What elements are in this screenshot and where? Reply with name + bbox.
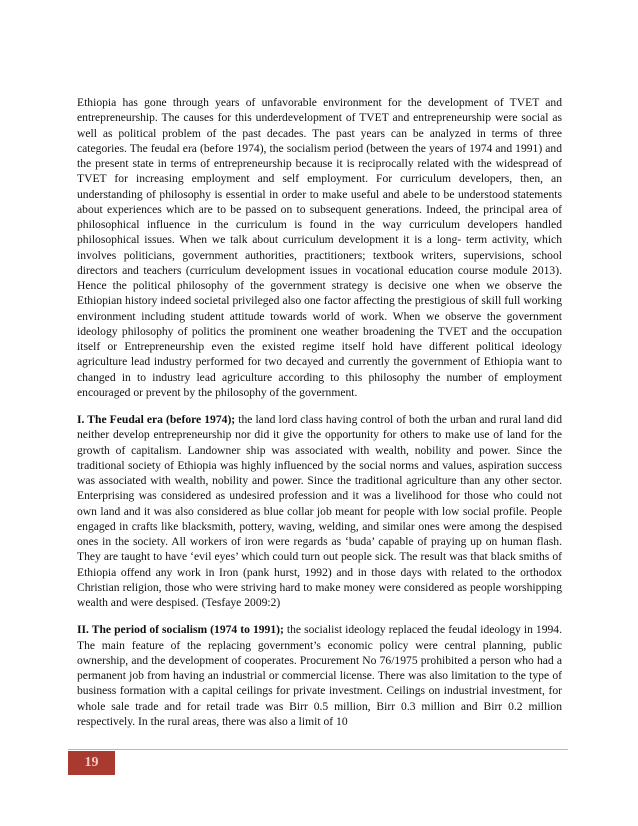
section-heading-feudal-era: I. The Feudal era (before 1974); <box>77 413 236 426</box>
paragraph-text: Ethiopia has gone through years of unfavorable environment for the development of TVET and entrepreneurship. The causes for this underdevelopment of TVET and entrepreneurship were social as well as political problem of the past decades. The past years can be analyzed in terms of three categories. The feudal era (before 1974), the socialism period (between the years of 1974 and 1991) and the present state in terms of entrepreneurship because it is reciprocally related with the widespread of TVET for increasing employment and self employment. For curriculum developers, then, an understanding of philosophy is essential in order to make useful and abele to be understood statements about experiences which are to be passed on to subsequent generations. Indeed, the principal area of philosophical influence in the curriculum is found in the way curriculum developers handled philosophical issues. When we talk about curriculum development it is a long- term activity, which involves politicians, government authorities, practitioners; textbook writers, supervisions, school directors and teachers (curriculum development issues in vocational education course module 2013). Hence the political philosophy of the government strategy is decisive one when we observe the Ethiopian history indeed societal privileged also one factor affecting the prestigious of skill full working environment including student attitude towards world of work. When we observe the government ideology philosophy of politics the prominent one weather broadening the TVET and the occupation itself or Entrepreneurship even the existed regime itself hold have different political ideology agriculture lead industry performed for two decayed and currently the government of Ethiopia want to changed in to industry lead agriculture according to this philosophy the number of employment encouraged or prevent by the philosophy of the government. <box>77 96 562 399</box>
feudal-era-paragraph <box>77 412 562 610</box>
section-heading-socialism: II. The period of socialism (1974 to 1991); <box>77 623 284 637</box>
paragraph-text: the socialist ideology replaced the feudal ideology in 1994. The main feature of the replacing government’s economic policy were central planning, public ownership, and the development of cooperates. Procurement No 76/1975 prohibited a person who had a permanent job from having an industrial or commercial license. There was also limitation to the type of business formation with a capital ceilings for private investment. Ceilings on industrial investment, for whole sale trade and for retail trade was Birr 0.5 million, Birr 0.3 million and Birr 0.2 million respectively. In the rural areas, there was also a limit of 10 <box>77 623 562 728</box>
page-number-badge <box>68 751 115 775</box>
body-text <box>77 95 562 741</box>
intro-paragraph <box>77 95 562 400</box>
socialism-period-paragraph <box>77 622 562 729</box>
page-number: 19 <box>84 755 99 770</box>
paragraph-text: the land lord class having control of both the urban and rural land did neither develop entrepreneurship nor did it give the opportunity for others to make use of land for the growth of capitalism. Landowner ship was associated with wealth, nobility and power. Since the traditional society of Ethiopia was highly influenced by the social norms and values, aspiration success was associated with wealth, nobility and power. Since the traditional agriculture than any other sector. Enterprising was considered as undesired profession and it was a livelihood for those who could not own land and it was also considered as blue collar job meant for people with low social profile. People engaged in crafts like blacksmith, pottery, waving, welding, and similar ones were among the despised ones in the society. All workers of iron were regards as ‘buda’ capable of praying up on human flash. They are taught to have ‘evil eyes’ which could turn out people sick. The result was that black smiths of Ethiopia offend any work in Iron (pank hurst, 1992) and in those days with related to the orthodox Christian religion, those who were striving hard to make money were considered as people worshipping wealth and were despised. (Tesfaye 2009:2) <box>77 413 562 609</box>
footer-divider <box>68 749 568 750</box>
